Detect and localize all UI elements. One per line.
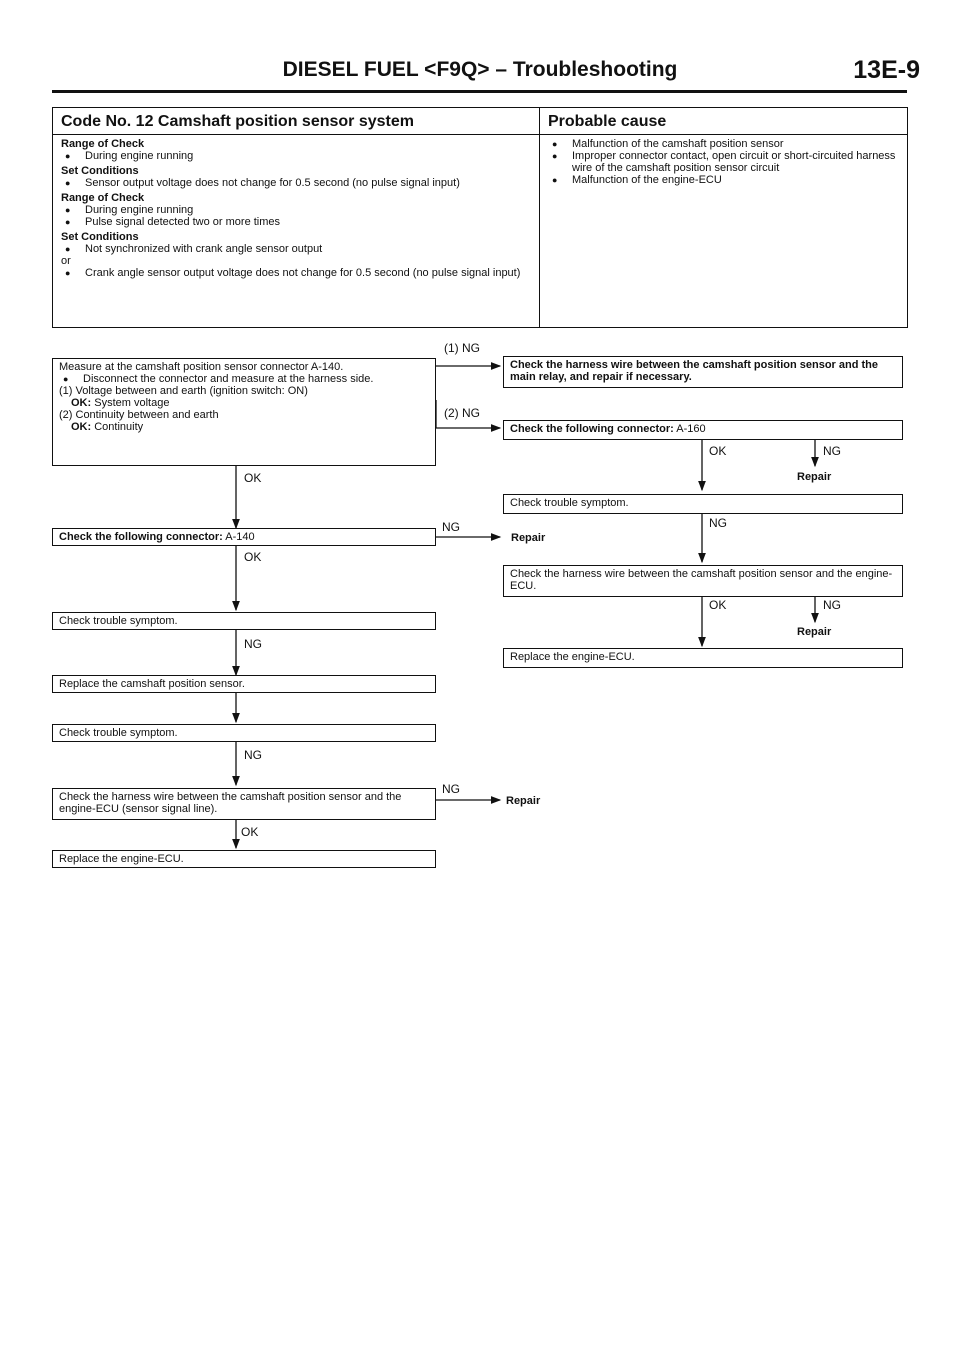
condition-item: ● Crank angle sensor output voltage does not change for 0.5 second (no pulse signal input) (61, 267, 531, 279)
check-trouble-2-box: Check trouble symptom. (52, 724, 436, 742)
section-heading: Range of Check (61, 192, 145, 204)
or-text: or (61, 255, 71, 267)
code-title-cell: Code No. 12 Camshaft position sensor system (53, 108, 540, 135)
harness-main-relay-box: Check the harness wire between the camshaft position sensor and the main relay, and repair if necessary. (503, 356, 903, 388)
check-trouble-1-box: Check trouble symptom. (52, 612, 436, 630)
measure-title: Measure at the camshaft position sensor connector A-140. (59, 361, 344, 373)
harness-engine-ecu-box: Check the harness wire between the camshaft position sensor and the engine-ECU. (503, 565, 903, 597)
ok-label: OK: (71, 397, 92, 409)
condition-item: ● Not synchronized with crank angle sensor output (61, 243, 531, 255)
ng-label: NG (244, 637, 262, 651)
ok-value: Continuity (94, 421, 144, 433)
condition-item: ● Pulse signal detected two or more times (61, 216, 531, 228)
replace-ecu-left-box: Replace the engine-ECU. (52, 850, 436, 868)
ng-label: NG (823, 444, 841, 458)
connector-value: A-140 (225, 531, 255, 543)
ok-label: OK (244, 550, 262, 564)
measure-step-2: (2) Continuity between and earth (59, 409, 219, 421)
measure-step-1: (1) Voltage between and earth (ignition switch: ON) (59, 385, 308, 397)
ng-label: NG (244, 748, 262, 762)
condition-item: ● During engine running (61, 150, 531, 162)
condition-item: ● Sensor output voltage does not change for 0.5 second (no pulse signal input) (61, 177, 531, 189)
measure-ok-2 (59, 421, 429, 433)
ng-1-label: (1) NG (444, 341, 480, 355)
section-heading: Set Conditions (61, 165, 139, 177)
condition-item: ● During engine running (61, 204, 531, 216)
cause-title-cell: Probable cause (540, 108, 908, 135)
repair-label: Repair (797, 626, 832, 638)
page-code: 13E-9 (853, 56, 920, 84)
measure-box (52, 358, 436, 466)
connector-label: Check the following connector: (510, 423, 674, 435)
repair-label: Repair (511, 532, 546, 544)
ng-label: NG (709, 516, 727, 530)
connector-a160-box (503, 420, 903, 440)
harness-signal-box: Check the harness wire between the camshaft position sensor and the engine-ECU (sensor signal line). (52, 788, 436, 820)
ok-label: OK (241, 825, 259, 839)
ng-label: NG (442, 782, 460, 796)
cause-item: ● Malfunction of the engine-ECU (548, 174, 899, 186)
repair-label: Repair (506, 795, 541, 807)
cause-item: ● Improper connector contact, open circuit or short-circuited harness wire of the camshaft position sensor circuit (548, 150, 899, 174)
ng-label: NG (442, 520, 460, 534)
connector-label: Check the following connector: (59, 531, 223, 543)
ng-label: NG (823, 598, 841, 612)
ok-value: System voltage (94, 397, 170, 409)
ng-2-label: (2) NG (444, 406, 480, 420)
ok-label: OK (244, 471, 262, 485)
connector-a140-box (52, 528, 436, 546)
replace-ecu-right-box: Replace the engine-ECU. (503, 648, 903, 668)
connector-value: A-160 (676, 423, 706, 435)
cause-item: ● Malfunction of the camshaft position sensor (548, 138, 899, 150)
check-trouble-right-box: Check trouble symptom. (503, 494, 903, 514)
section-heading: Range of Check (61, 138, 145, 150)
ok-label: OK (709, 444, 727, 458)
replace-sensor-box: Replace the camshaft position sensor. (52, 675, 436, 693)
repair-label: Repair (797, 471, 832, 483)
ok-label: OK: (71, 421, 92, 433)
ok-label: OK (709, 598, 727, 612)
measure-bullet: ● Disconnect the connector and measure at the harness side. (59, 373, 429, 385)
section-heading: Set Conditions (61, 231, 139, 243)
page-title: DIESEL FUEL <F9Q> – Troubleshooting (282, 58, 678, 81)
measure-ok-1 (59, 397, 429, 409)
